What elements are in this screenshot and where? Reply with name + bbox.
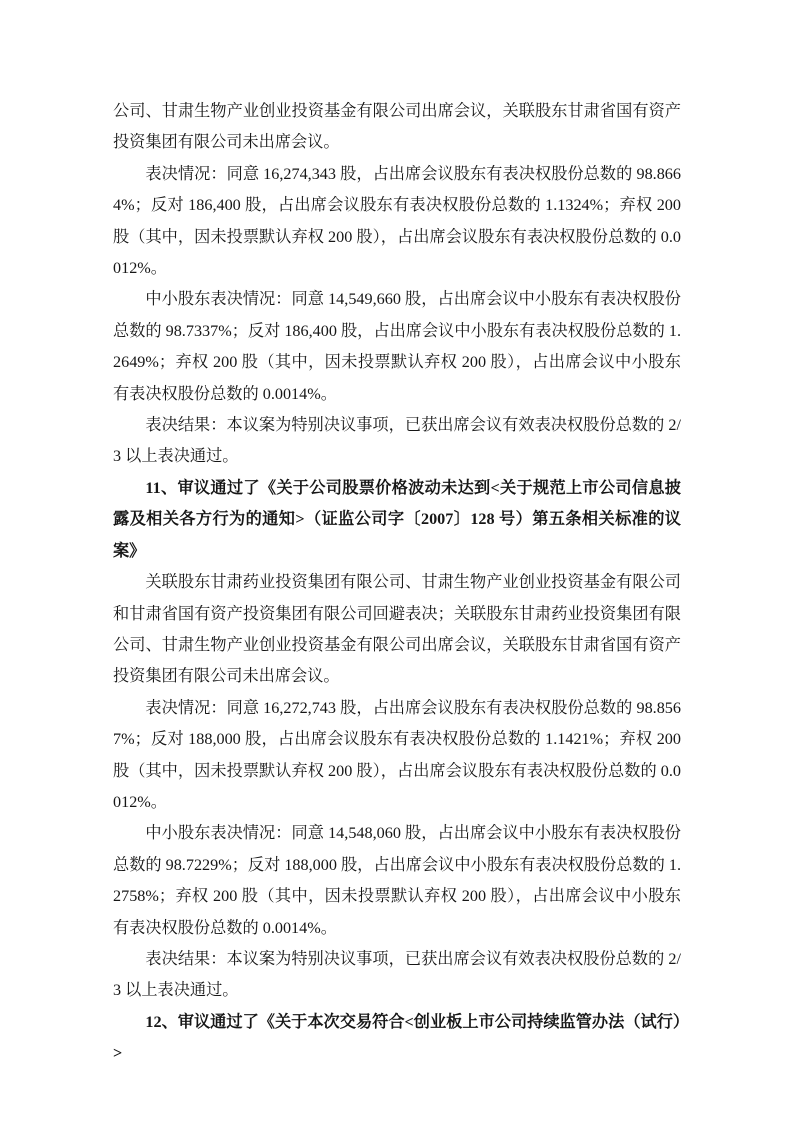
paragraph-minority-vote-details: 中小股东表决情况：同意 14,549,660 股，占出席会议中小股东有表决权股份总数的 98.7337%；反对 186,400 股，占出席会议中小股东有表决权股份总数的 1.2649%；弃权 200 股（其中，因未投票默认弃权 200 股），占出席会议中小股东有表决权股份总数的 0.0014%。: [113, 290, 681, 403]
paragraph-vote-details: 表决情况：同意 16,274,343 股，占出席会议股东有表决权股份总数的 98.8664%；反对 186,400 股，占出席会议股东有表决权股份总数的 1.1324%；弃权 200 股（其中，因未投票默认弃权 200 股），占出席会议股东有表决权股份总数的 0.0012%。: [113, 164, 681, 278]
heading-item-12: 12、审议通过了《关于本次交易符合<创业板上市公司持续监管办法（试行）>: [113, 1012, 681, 1063]
paragraph-vote-result: 表决结果：本议案为特别决议事项，已获出席会议有效表决权股份总数的 2/3 以上表决通过。: [113, 416, 681, 466]
heading-item-11: 11、审议通过了《关于公司股票价格波动未达到<关于规范上市公司信息披露及相关各方行为的通知>（证监公司字〔2007〕128 号）第五条相关标准的议案》: [113, 478, 681, 560]
paragraph-vote-details-item11: 表决情况：同意 16,272,743 股，占出席会议股东有表决权股份总数的 98.8567%；反对 188,000 股，占出席会议股东有表决权股份总数的 1.1421%；弃权 200 股（其中，因未投票默认弃权 200 股），占出席会议股东有表决权股份总数的 0.0012%。: [113, 698, 681, 811]
paragraph-related-shareholders-abstain: 关联股东甘肃药业投资集团有限公司、甘肃生物产业创业投资基金有限公司和甘肃省国有资产投资集团有限公司回避表决；关联股东甘肃药业投资集团有限公司、甘肃生物产业创业投资基金有限公司出席会议，关联股东甘肃省国有资产投资集团有限公司未出席会议。: [113, 573, 681, 686]
paragraph-vote-result-item11: 表决结果：本议案为特别决议事项，已获出席会议有效表决权股份总数的 2/3 以上表决通过。: [113, 949, 681, 1000]
paragraph-attendance-continuation: 公司、甘肃生物产业创业投资基金有限公司出席会议，关联股东甘肃省国有资产投资集团有限公司未出席会议。: [113, 102, 681, 152]
paragraph-minority-vote-details-item11: 中小股东表决情况：同意 14,548,060 股，占出席会议中小股东有表决权股份总数的 98.7229%；反对 188,000 股，占出席会议中小股东有表决权股份总数的 1.2758%；弃权 200 股（其中，因未投票默认弃权 200 股），占出席会议中小股东有表决权股份总数的 0.0014%。: [113, 824, 681, 937]
